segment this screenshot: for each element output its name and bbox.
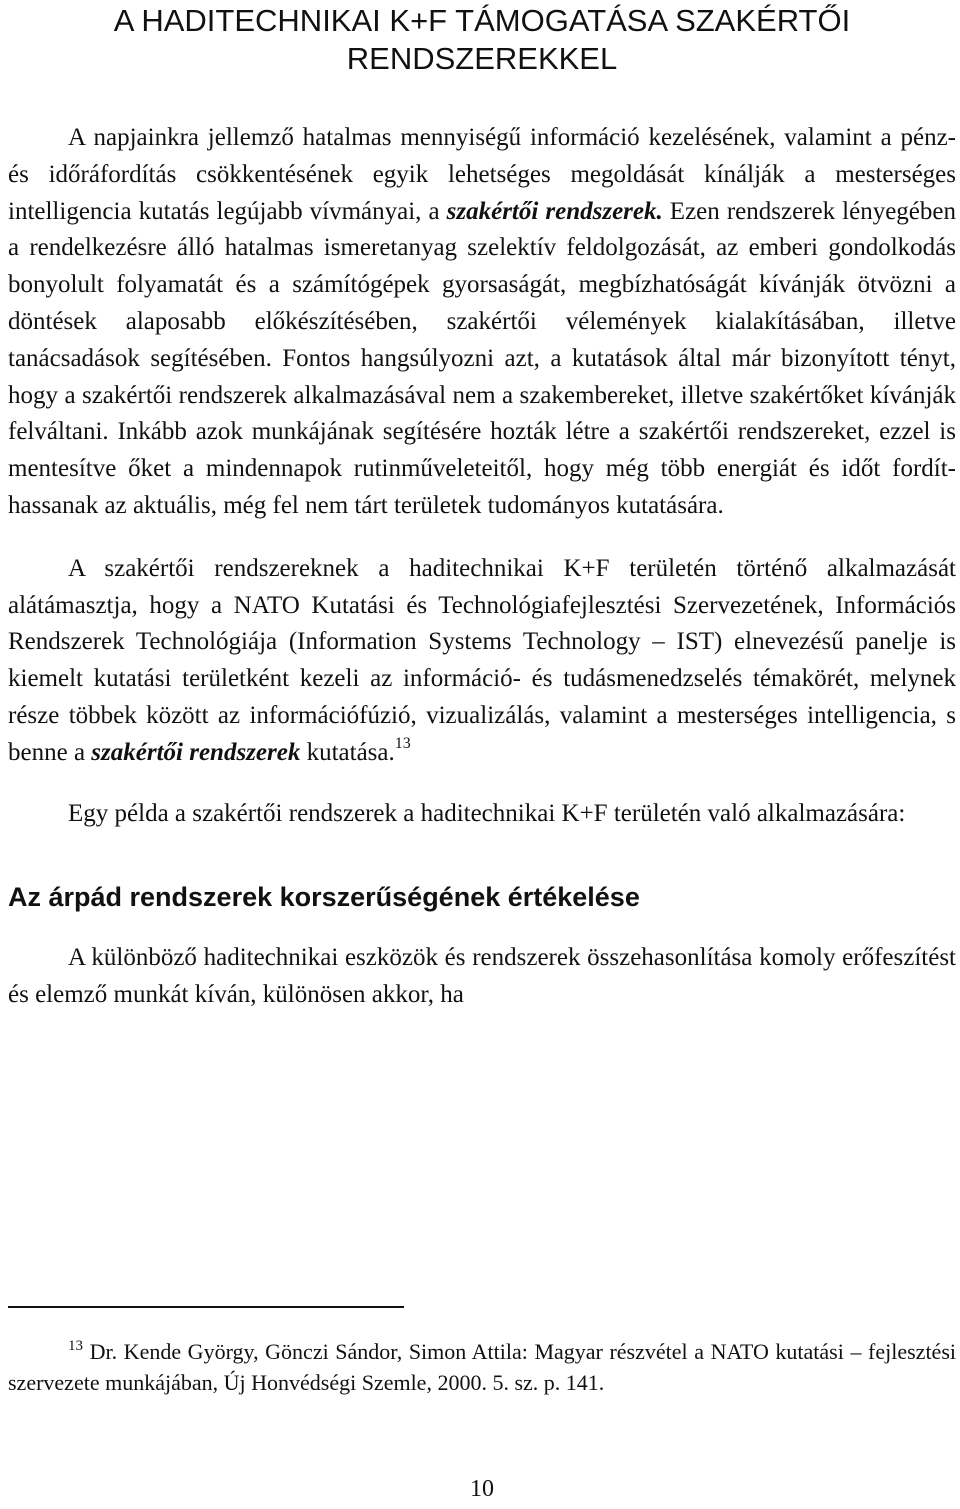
- footnote-reference[interactable]: 13: [394, 734, 411, 752]
- footnote-number: 13: [68, 1338, 83, 1354]
- section-subheading: Az árpád rendszerek korszerűségének értékelése: [8, 882, 640, 913]
- comparison-paragraph: A különböző haditechnikai eszközök és rendszerek összehasonlítása komoly erőfeszítést és elemző munkát kíván, különösen akkor, ha: [8, 944, 956, 1009]
- footnote-text: Dr. Kende György, Gönczi Sándor, Simon Attila: Magyar részvétel a NATO kutatási – fejlesztési szervezete munkájában, Új Honvédségi Szemle, 2000. 5. sz. p. 141.: [8, 1339, 956, 1395]
- intro-text-b: Ezen rendszerek lényegében a rendelkezésre álló hatalmas ismeretanyag szelektív feldolgozását, az emberi gondolkodás bonyolult folyamatát és a számítógépek gyorsaságát, megbízhatóságát kívánják ötvözni a döntések alaposabb előkészítésében, szakértői vélemények kialakításában, illetve tanácsadások segítésében. Fontos hangsúlyozni azt, a kutatások által már bizonyított tényt, hogy a szakértői rendszerek alkalmazásával nem a szakembereket, illetve szakértőket kívánják felváltani. Inkább azok munkájának segítésére hozták létre a szakértői rendszereket, ezzel is mentesítve őket a mindennapok rutinműveleteitől, hogy még több energiát és időt fordíthassanak az aktuális, még fel nem tárt területek tudományos kutatására.: [8, 197, 956, 519]
- page-title: A HADITECHNIKAI K+F TÁMOGATÁSA SZAKÉRTŐI RENDSZEREKKEL: [113, 3, 851, 76]
- page-number: 10: [470, 1476, 494, 1502]
- intro-paragraph: [8, 120, 956, 525]
- nato-paragraph: [8, 551, 956, 772]
- footnote-divider: [8, 1306, 404, 1308]
- nato-text-b: kutatása.: [300, 738, 395, 766]
- document-page: [8, 0, 956, 1509]
- footnote: [8, 1336, 956, 1398]
- intro-text-a: A napjainkra jellemző hatalmas mennyiségű információ kezelésének, valamint a pénz- és időráfordítás csökkentésének egyik lehetséges megoldását kínálják a mesterséges intelligencia kutatás legújabb vívmányai, a: [8, 124, 956, 225]
- intro-emphasis: szakértői rendszerek.: [446, 197, 663, 225]
- example-paragraph: Egy példa a szakértői rendszerek a haditechnikai K+F területén való alkalmazására:: [68, 799, 906, 827]
- nato-text-a: A szakértői rendszereknek a haditechnikai K+F területén történő alkalmazását alátámasztja, hogy a NATO Kutatási és Technológiafejlesztési Szervezetének, Információs Rendszerek Technológiája (Information Systems Technology – IST) elnevezésű panelje is kiemelt kutatási területként kezeli az információ- és tudásmenedzselés témakörét, melynek része többek között az információfúzió, vizualizálás, valamint a mesterséges intelligencia, s benne a: [8, 554, 956, 766]
- nato-emphasis: szakértői rendszerek: [91, 738, 301, 766]
